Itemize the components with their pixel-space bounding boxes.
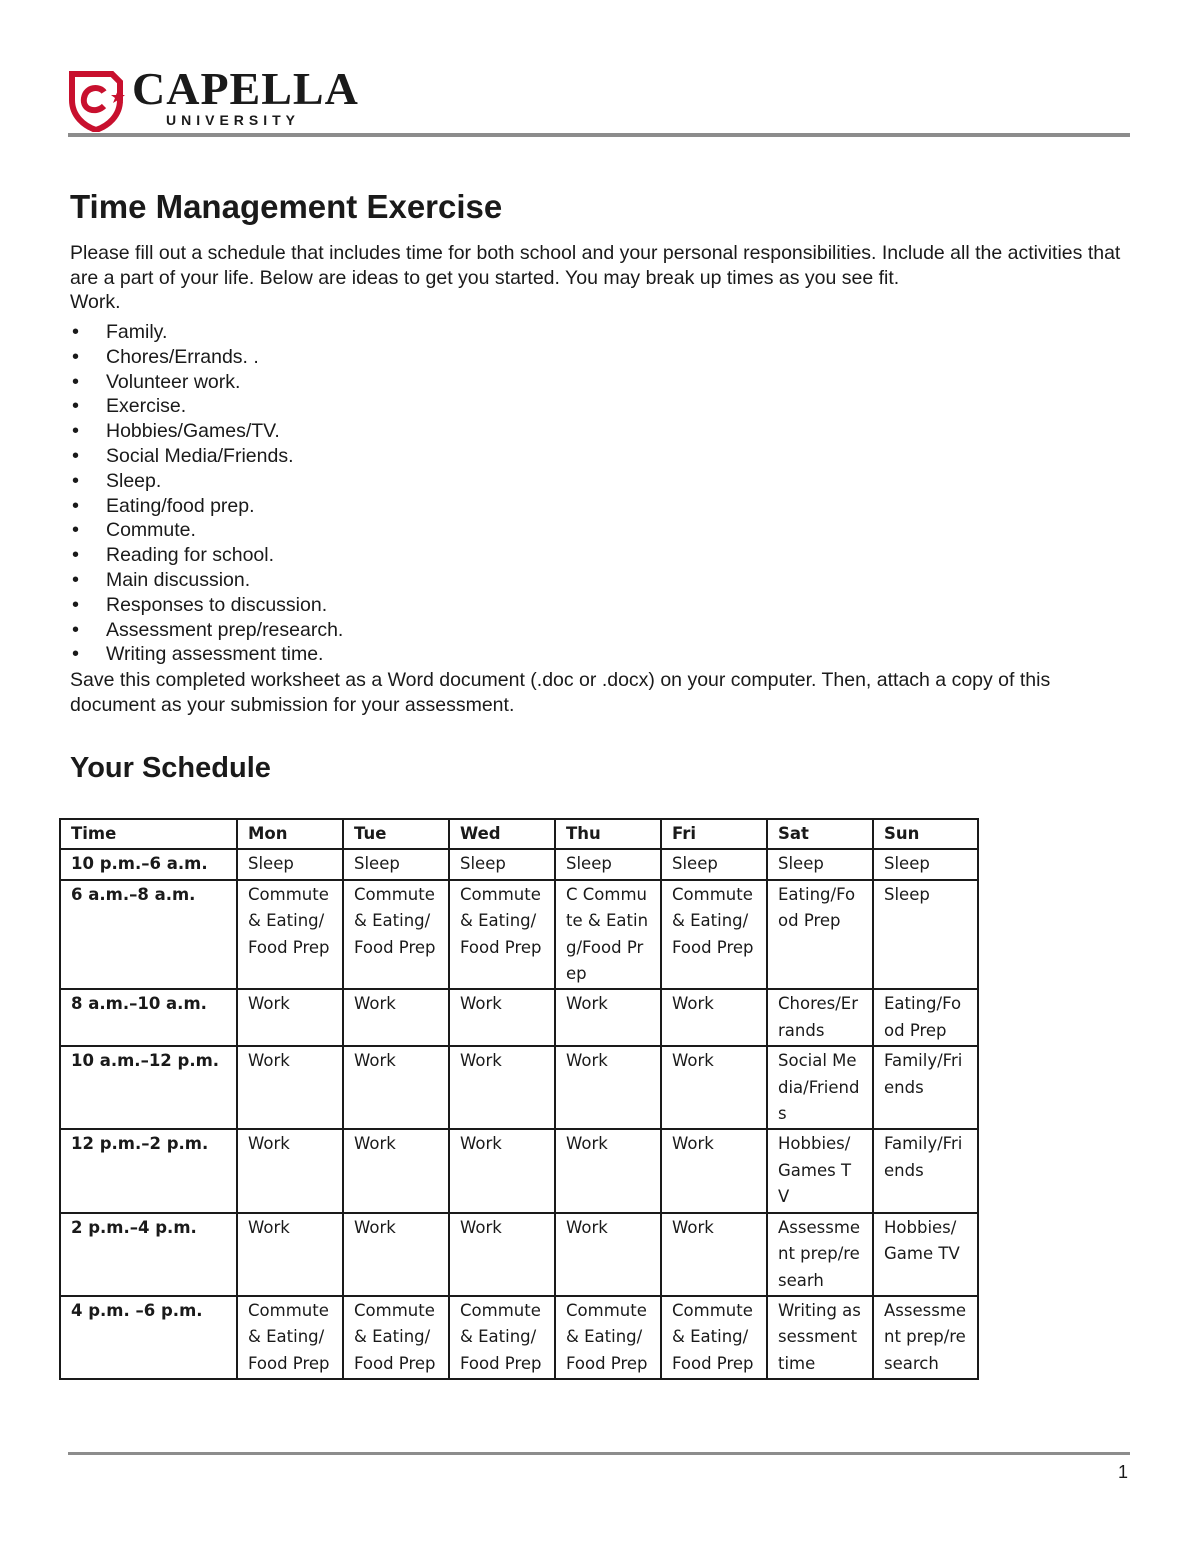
table-cell: Work <box>661 989 767 1046</box>
table-cell: Eating/Food Prep <box>873 989 978 1046</box>
table-cell: Work <box>661 1213 767 1296</box>
section-title: Your Schedule <box>70 752 271 784</box>
column-header: Thu <box>555 819 661 849</box>
time-cell: 6 a.m.–8 a.m. <box>60 880 237 990</box>
time-cell: 2 p.m.–4 p.m. <box>60 1213 237 1296</box>
table-cell: Sleep <box>449 849 555 879</box>
capella-shield-icon <box>68 70 128 132</box>
intro-text: Please fill out a schedule that includes time for both school and your personal responsibilities. Include all the activities that are a part of your life. Below are ideas to get you started. You may break up times as you see fit. <box>70 242 1121 289</box>
table-cell: Sleep <box>873 849 978 879</box>
table-row <box>60 849 978 879</box>
table-cell: Commute & Eating/Food Prep <box>343 880 449 990</box>
list-item: • Reading for school. <box>70 543 343 568</box>
column-header: Mon <box>237 819 343 849</box>
table-cell: Work <box>237 1213 343 1296</box>
table-cell: Work <box>555 989 661 1046</box>
table-cell: Sleep <box>237 849 343 879</box>
table-cell: Sleep <box>873 880 978 990</box>
table-cell: Work <box>237 1129 343 1212</box>
table-cell: Work <box>555 1213 661 1296</box>
first-item: Work. <box>70 291 121 313</box>
list-item: • Commute. <box>70 518 343 543</box>
table-row <box>60 989 978 1046</box>
table-cell: Commute & Eating/Food Prep <box>449 1296 555 1379</box>
table-cell: Writing assessment time <box>767 1296 873 1379</box>
table-cell: Commute & Eating/Food Prep <box>449 880 555 990</box>
table-cell: Work <box>449 1046 555 1129</box>
column-header: Tue <box>343 819 449 849</box>
time-cell: 8 a.m.–10 a.m. <box>60 989 237 1046</box>
table-cell: Work <box>449 989 555 1046</box>
table-row <box>60 1129 978 1212</box>
footer-rule <box>68 1452 1130 1455</box>
brand-subtitle: UNIVERSITY <box>166 112 301 128</box>
table-header-row <box>60 819 978 849</box>
table-cell: Work <box>343 1129 449 1212</box>
column-header: Sat <box>767 819 873 849</box>
table-cell: Commute & Eating/Food Prep <box>661 1296 767 1379</box>
table-cell: Commute & Eating/Food Prep <box>343 1296 449 1379</box>
table-cell: Work <box>449 1129 555 1212</box>
table-cell: Commute & Eating/Food Prep <box>555 1296 661 1379</box>
list-item: • Exercise. <box>70 394 343 419</box>
table-cell: Commute & Eating/Food Prep <box>237 1296 343 1379</box>
table-cell: Eating/Food Prep <box>767 880 873 990</box>
table-cell: Family/Friends <box>873 1129 978 1212</box>
table-cell: Work <box>237 1046 343 1129</box>
list-item: • Assessment prep/research. <box>70 618 343 643</box>
table-cell: Sleep <box>555 849 661 879</box>
time-cell: 4 p.m. –6 p.m. <box>60 1296 237 1379</box>
activity-list <box>70 320 343 667</box>
table-cell: Sleep <box>767 849 873 879</box>
table-cell: Work <box>237 989 343 1046</box>
table-row <box>60 1296 978 1379</box>
table-cell: Sleep <box>661 849 767 879</box>
column-header: Time <box>60 819 237 849</box>
time-cell: 12 p.m.–2 p.m. <box>60 1129 237 1212</box>
table-cell: C Commute & Eating/Food Prep <box>555 880 661 990</box>
list-item: • Chores/Errands. . <box>70 345 343 370</box>
list-item: • Hobbies/Games/TV. <box>70 419 343 444</box>
page-title: Time Management Exercise <box>70 188 503 225</box>
table-cell: Hobbies/Games TV <box>767 1129 873 1212</box>
list-item: • Eating/food prep. <box>70 494 343 519</box>
closing-text: Save this completed worksheet as a Word document (.doc or .docx) on your computer. Then, attach a copy of this document as your submission for your assessment. <box>70 669 1051 716</box>
page-number: 1 <box>1118 1462 1129 1482</box>
table-cell: Work <box>661 1046 767 1129</box>
list-item: • Sleep. <box>70 469 343 494</box>
list-item: • Social Media/Friends. <box>70 444 343 469</box>
table-cell: Social Media/Friends <box>767 1046 873 1129</box>
table-cell: Commute & Eating/Food Prep <box>237 880 343 990</box>
time-cell: 10 a.m.–12 p.m. <box>60 1046 237 1129</box>
table-cell: Assessment prep/research <box>873 1296 978 1379</box>
table-cell: Sleep <box>343 849 449 879</box>
table-cell: Chores/Errands <box>767 989 873 1046</box>
list-item: • Main discussion. <box>70 568 343 593</box>
table-cell: Commute & Eating/Food Prep <box>661 880 767 990</box>
list-item: • Responses to discussion. <box>70 593 343 618</box>
column-header: Sun <box>873 819 978 849</box>
table-row <box>60 1046 978 1129</box>
table-cell: Work <box>343 1213 449 1296</box>
table-cell: Work <box>661 1129 767 1212</box>
table-cell: Work <box>449 1213 555 1296</box>
table-row <box>60 880 978 990</box>
list-item: • Volunteer work. <box>70 370 343 395</box>
schedule-table <box>59 818 979 1380</box>
table-cell: Work <box>555 1129 661 1212</box>
table-cell: Work <box>343 1046 449 1129</box>
table-cell: Work <box>555 1046 661 1129</box>
list-item: • Family. <box>70 320 343 345</box>
table-cell: Hobbies/Game TV <box>873 1213 978 1296</box>
table-cell: Work <box>343 989 449 1046</box>
column-header: Fri <box>661 819 767 849</box>
time-cell: 10 p.m.–6 a.m. <box>60 849 237 879</box>
header <box>68 63 1130 141</box>
list-item: • Writing assessment time. <box>70 642 343 667</box>
table-cell: Family/Friends <box>873 1046 978 1129</box>
header-rule <box>68 133 1130 137</box>
table-row <box>60 1213 978 1296</box>
table-cell: Assessment prep/researh <box>767 1213 873 1296</box>
brand-name: CAPELLA <box>132 63 359 114</box>
column-header: Wed <box>449 819 555 849</box>
